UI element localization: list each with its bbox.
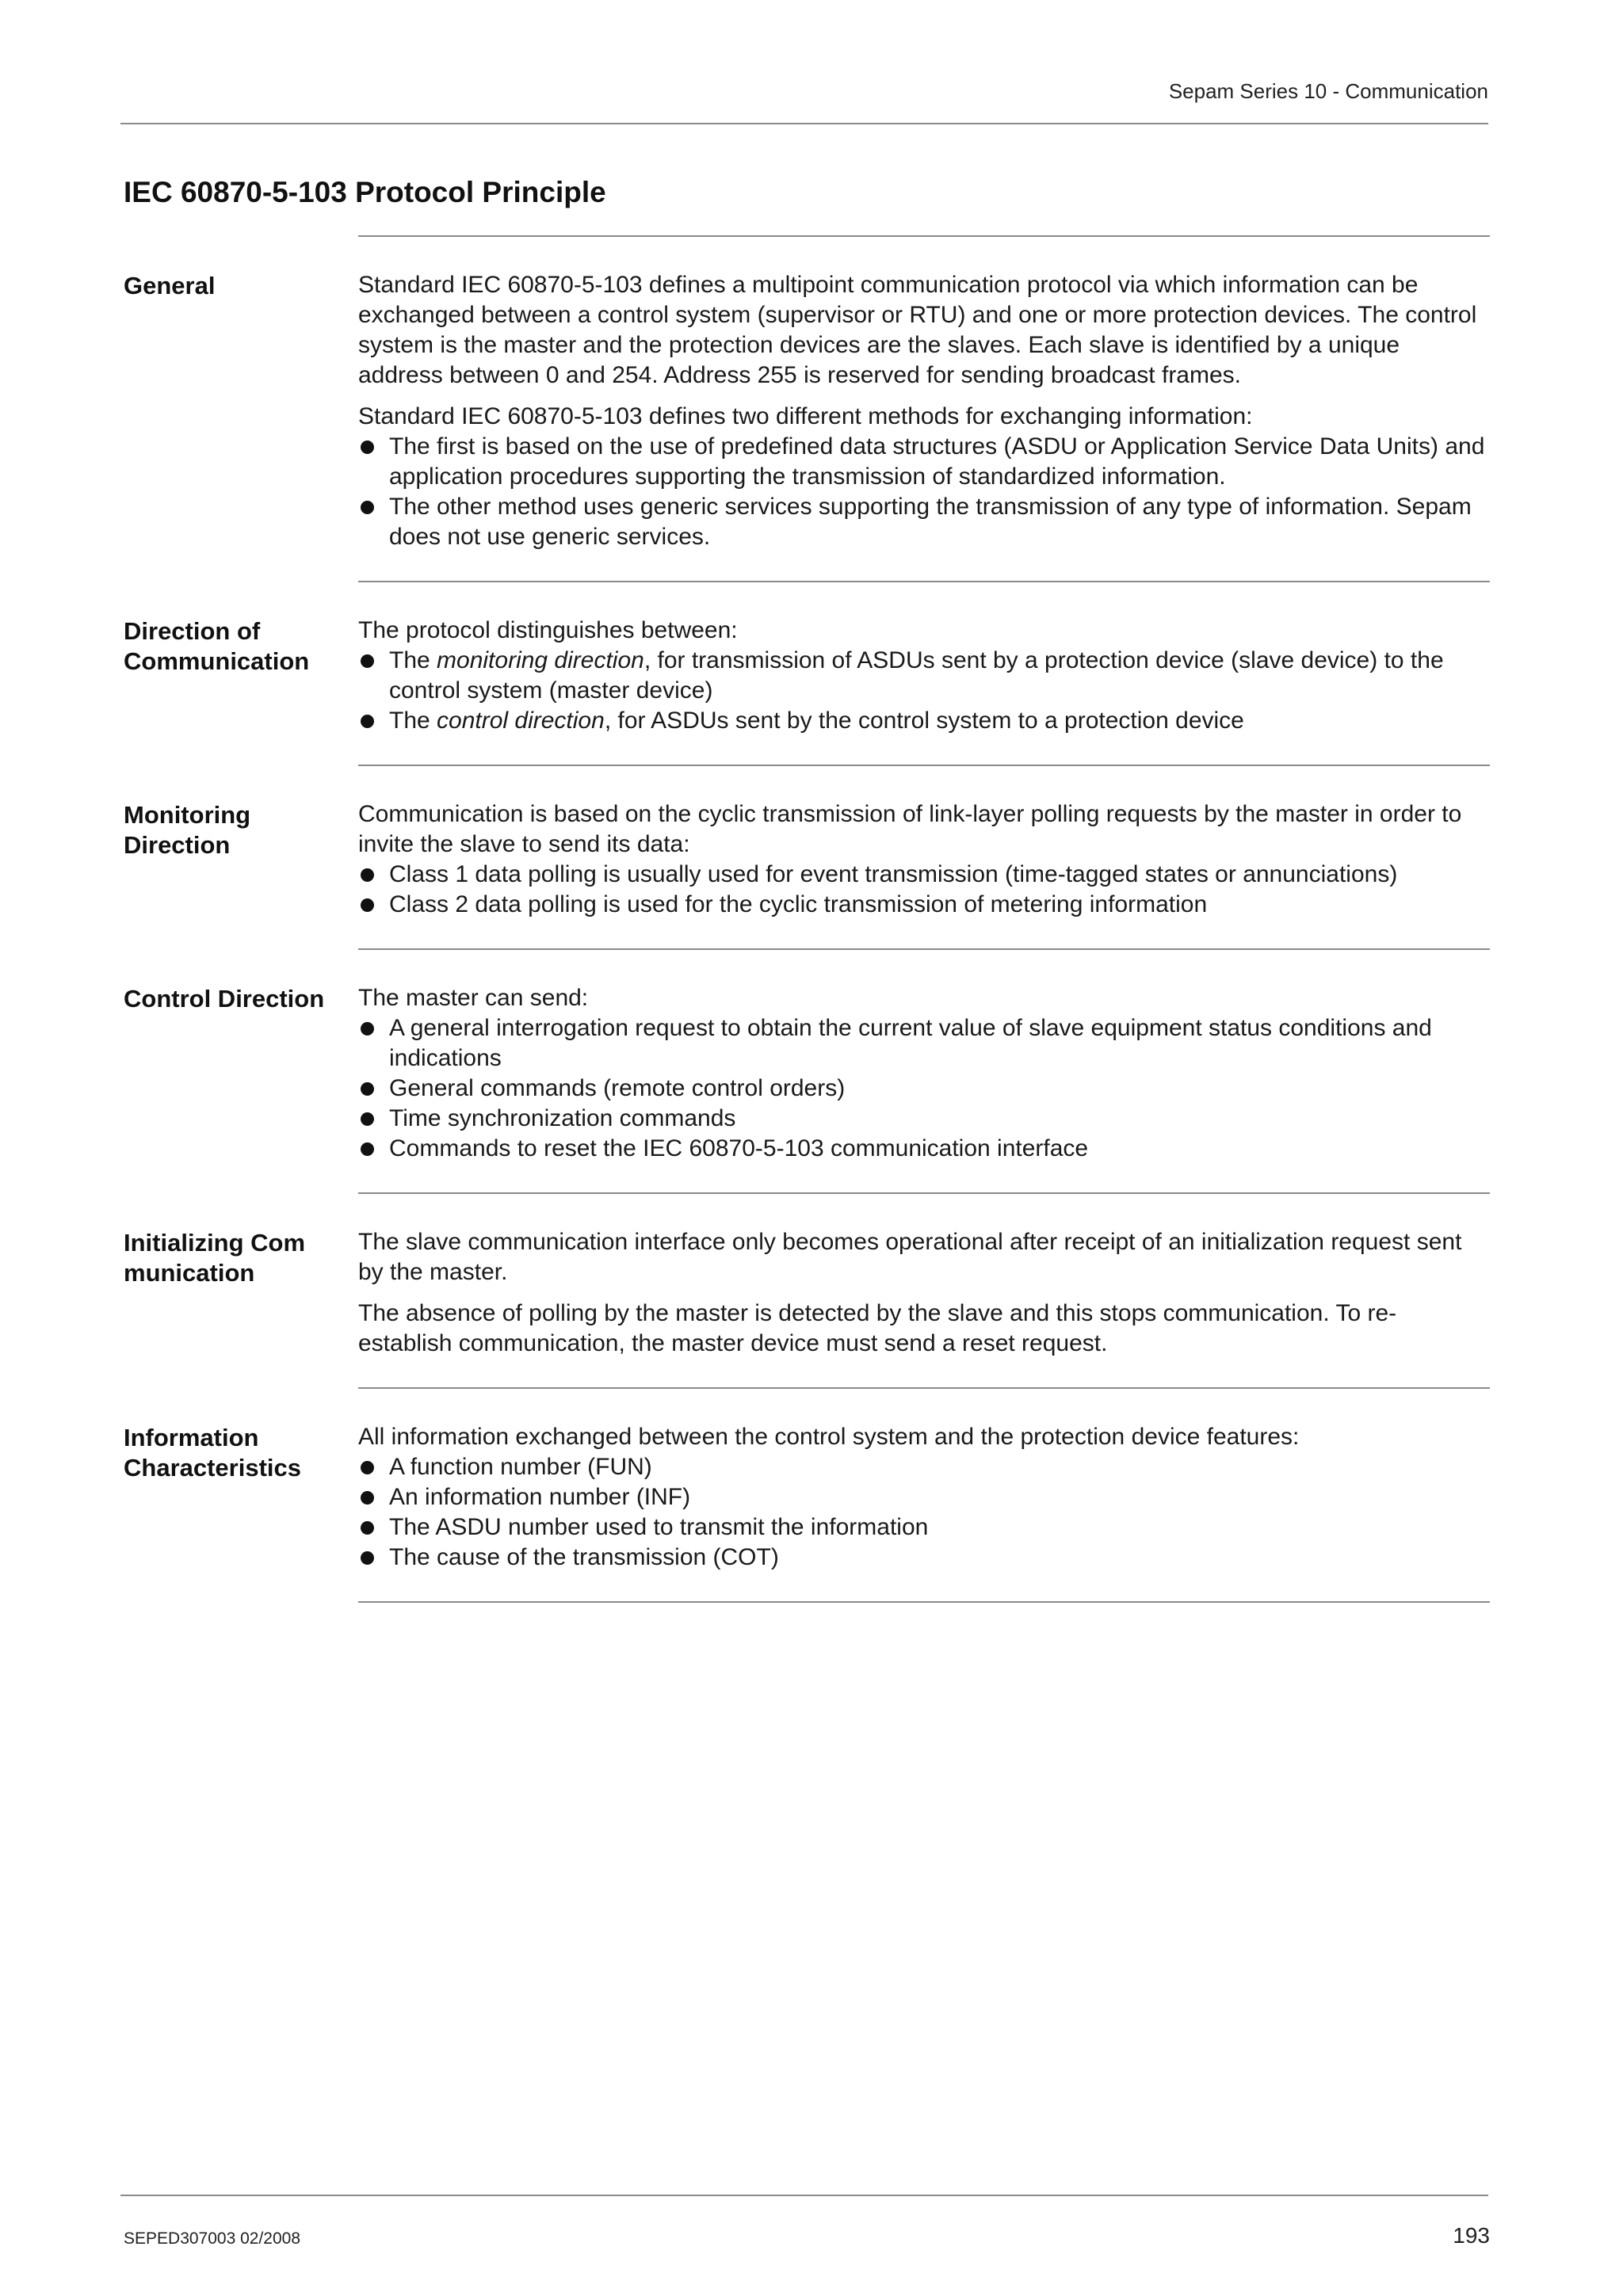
section-label-line: Monitoring [124,801,251,829]
bullet-text: , for transmission of ASDUs sent by a protection device (slave device) to the control system (master device) [389,647,1444,704]
section-label-line: munication [124,1259,255,1287]
section-initializing-communication [124,1194,1490,1387]
bullet-item: A general interrogation request to obtain the current value of slave equipment status conditions and indications [358,1013,1490,1074]
bullet-list [358,432,1490,552]
paragraph: The slave communication interface only becomes operational after receipt of an initialization request sent by the master. [358,1229,1462,1285]
bullet-list [358,860,1490,920]
section-body [358,616,1490,736]
header-divider [120,123,1488,124]
bullet-item: The cause of the transmission (COT) [358,1543,1490,1573]
section-information-characteristics [124,1389,1490,1601]
section-label-text: Control Direction [124,985,325,1013]
emphasis-term: control direction [437,707,605,734]
section-label-line: Direction of [124,617,261,645]
bullet-item: Class 1 data polling is usually used for event transmission (time-tagged states or annunciations) [358,860,1490,890]
bullet-text: , for ASDUs sent by the control system to a protection device [604,707,1244,734]
document-reference: SEPED307003 02/2008 [124,2229,301,2248]
paragraph: The absence of polling by the master is detected by the slave and this stops communication. To re-establish communication, the master device must send a reset request. [358,1300,1397,1356]
section-label-line: Direction [124,831,231,859]
section-label [124,799,358,920]
section-body [358,270,1490,552]
document-body [124,235,1490,1603]
footer-divider [120,2195,1488,2196]
section-label-line: Initializing Com [124,1229,306,1257]
bullet-item: General commands (remote control orders) [358,1074,1490,1104]
section-label [124,1227,358,1359]
section-label-line: Communication [124,647,310,675]
page-number: 193 [1453,2223,1490,2248]
bullet-item: The ASDU number used to transmit the information [358,1512,1490,1543]
bullet-item: A function number (FUN) [358,1452,1490,1482]
bullet-item: Class 2 data polling is used for the cyclic transmission of metering information [358,890,1490,920]
section-control-direction [124,950,1490,1192]
section-label [124,1422,358,1573]
paragraph: Standard IEC 60870-5-103 defines two different methods for exchanging information: [358,403,1253,429]
bullet-list [358,1013,1490,1164]
bullet-item [358,706,1490,736]
section-body [358,1422,1490,1573]
bullet-list [358,1452,1490,1573]
bullet-item: Time synchronization commands [358,1104,1490,1134]
bullet-item [358,646,1490,706]
bullet-item: The other method uses generic services supporting the transmission of any type of information. Sepam does not use generic services. [358,492,1490,552]
bullet-list [358,646,1490,736]
section-monitoring-direction [124,766,1490,948]
bullet-text: The [389,707,437,734]
section-label [124,270,358,552]
section-label-line: Information [124,1424,259,1451]
bullet-item: An information number (INF) [358,1482,1490,1512]
section-body [358,1227,1490,1359]
paragraph: Communication is based on the cyclic transmission of link-layer polling requests by the master in order to invite the slave to send its data: [358,801,1462,857]
section-label [124,616,358,736]
section-body [358,983,1490,1164]
section-general [124,237,1490,581]
section-label [124,983,358,1164]
bullet-item: The first is based on the use of predefined data structures (ASDU or Application Service Data Units) and application procedures supporting the transmission of standardized information. [358,432,1490,492]
paragraph: The master can send: [358,985,589,1011]
paragraph: All information exchanged between the control system and the protection device features: [358,1424,1300,1450]
section-direction-of-communication [124,582,1490,765]
section-body [358,799,1490,920]
paragraph: Standard IEC 60870-5-103 defines a multipoint communication protocol via which information can be exchanged between a control system (supervisor or RTU) and one or more protection devices. The control system is the master and the protection devices are the slaves. Each slave is identified by a unique address between 0 and 254. Address 255 is reserved for sending broadcast frames. [358,272,1477,388]
section-divider [358,1601,1490,1603]
bullet-item: Commands to reset the IEC 60870-5-103 communication interface [358,1134,1490,1164]
section-label-text: General [124,272,216,299]
emphasis-term: monitoring direction [437,647,644,673]
running-header: Sepam Series 10 - Communication [1168,79,1488,103]
paragraph: The protocol distinguishes between: [358,617,738,643]
section-label-line: Characteristics [124,1454,302,1482]
page-title: IEC 60870-5-103 Protocol Principle [124,176,606,208]
bullet-text: The [389,647,437,673]
